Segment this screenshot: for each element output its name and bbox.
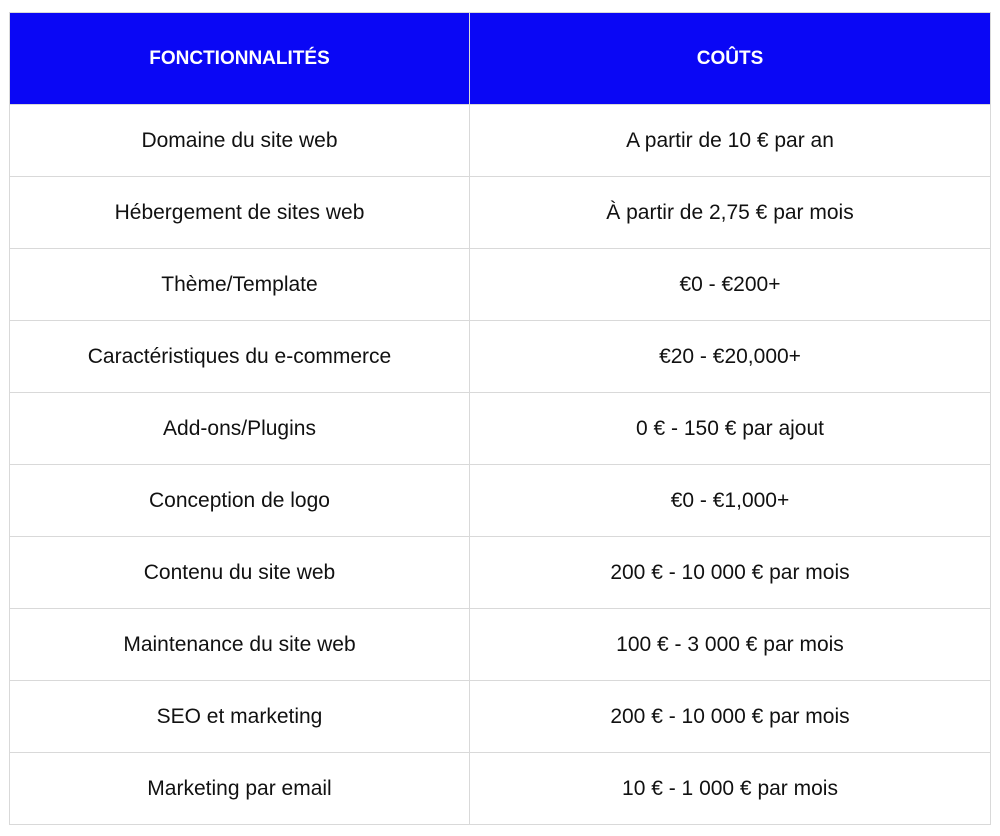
cost-cell: 0 € - 150 € par ajout (470, 393, 991, 465)
cost-cell: €0 - €1,000+ (470, 465, 991, 537)
table-row (10, 609, 991, 681)
cost-cell: 200 € - 10 000 € par mois (470, 537, 991, 609)
table-row (10, 537, 991, 609)
feature-cell: Maintenance du site web (10, 609, 470, 681)
feature-cell: Hébergement de sites web (10, 177, 470, 249)
table-header (10, 13, 991, 105)
feature-cell: Add-ons/Plugins (10, 393, 470, 465)
feature-cell: Conception de logo (10, 465, 470, 537)
cost-cell: 200 € - 10 000 € par mois (470, 681, 991, 753)
table-row (10, 465, 991, 537)
header-features: FONCTIONNALITÉS (10, 13, 470, 105)
table-row (10, 177, 991, 249)
cost-cell: €0 - €200+ (470, 249, 991, 321)
table-row (10, 393, 991, 465)
table-row (10, 249, 991, 321)
header-costs: COÛTS (470, 13, 991, 105)
header-row (10, 13, 991, 105)
cost-table (9, 12, 991, 825)
feature-cell: Thème/Template (10, 249, 470, 321)
table-body (10, 105, 991, 825)
table-row (10, 321, 991, 393)
feature-cell: Caractéristiques du e-commerce (10, 321, 470, 393)
cost-table-container (9, 12, 990, 825)
cost-cell: À partir de 2,75 € par mois (470, 177, 991, 249)
cost-cell: 10 € - 1 000 € par mois (470, 753, 991, 825)
feature-cell: Domaine du site web (10, 105, 470, 177)
table-row (10, 105, 991, 177)
feature-cell: Contenu du site web (10, 537, 470, 609)
cost-cell: 100 € - 3 000 € par mois (470, 609, 991, 681)
cost-cell: A partir de 10 € par an (470, 105, 991, 177)
feature-cell: SEO et marketing (10, 681, 470, 753)
table-row (10, 753, 991, 825)
table-row (10, 681, 991, 753)
cost-cell: €20 - €20,000+ (470, 321, 991, 393)
feature-cell: Marketing par email (10, 753, 470, 825)
